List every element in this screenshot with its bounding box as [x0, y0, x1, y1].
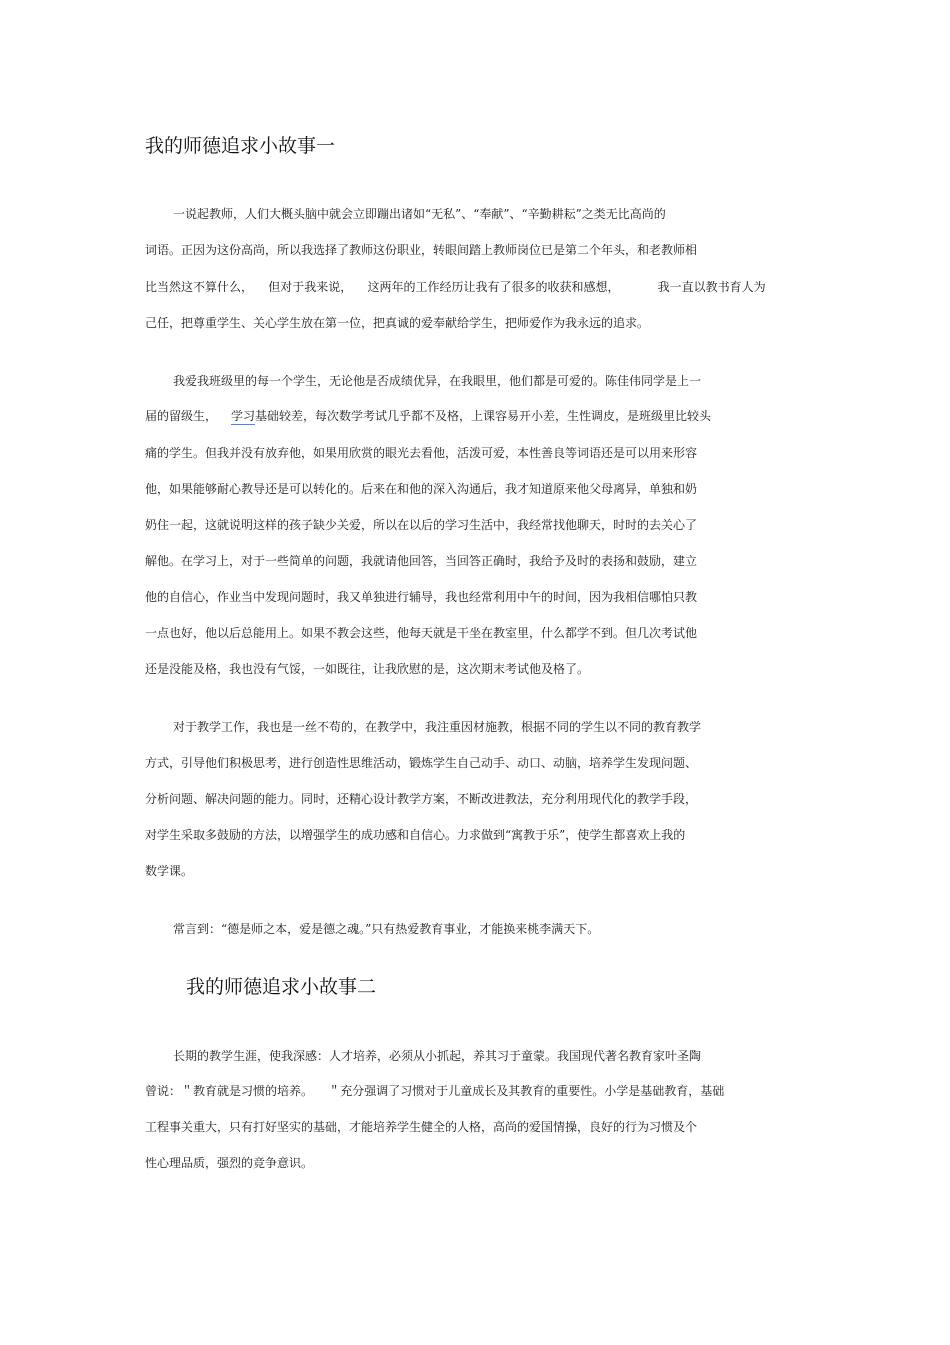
text-line: 数学课。: [145, 864, 194, 878]
text-segment: 届的留级生，: [145, 409, 218, 423]
text-line: 对于教学工作，我也是一丝不苟的，在教学中，我注重因材施教，根据不同的学生以不同的教育教学: [173, 720, 702, 734]
text-line: 对学生采取多鼓励的方法，以增强学生的成功感和自信心。力求做到“寓教于乐”，使学生都喜欢上我的: [145, 828, 686, 842]
text-line: 他，如果能够耐心教导还是可以转化的。后来在和他的深入沟通后，我才知道原来他父母离异，单独和奶: [145, 482, 698, 496]
text-line: 解他。在学习上，对于一些简单的问题，我就请他回答，当回答正确时，我给予及时的表扬和鼓励，建立: [145, 554, 698, 568]
text-line: 性心理品质，强烈的竞争意识。: [145, 1156, 314, 1170]
text-line: 己任，把尊重学生、关心学生放在第一位，把真诚的爱奉献给学生，把师爱作为我永远的追求。: [145, 316, 650, 330]
text-line: 词语。正因为这份高尚，所以我选择了教师这份职业，转眼间踏上教师岗位已是第二个年头，和老教师相: [145, 243, 698, 257]
text-line: [145, 408, 711, 424]
text-line: 他的自信心，作业当中发现问题时，我又单独进行辅导，我也经常利用中午的时间，因为我相信哪怕只教: [145, 590, 698, 604]
story2-title: 我的师德追求小故事二: [186, 976, 377, 998]
text-line: 一说起教师，人们大概头脑中就会立即蹦出诸如“无私”、“奉献”、“辛勤耕耘”之类无比高尚的: [173, 207, 666, 221]
story1-title: 我的师德追求小故事一: [145, 135, 336, 157]
text-line: 一点也好，他以后总能用上。如果不教会这些，他每天就是干坐在教室里，什么都学不到。但几次考试他: [145, 626, 698, 640]
text-line: 曾说：＂教育就是习惯的培养。 ＂充分强调了习惯对于儿童成长及其教育的重要性。小学是基础教育，基础: [145, 1084, 725, 1098]
text-line: 痛的学生。但我并没有放弃他，如果用欣赏的眼光去看他，活泼可爱，本性善良等词语还是可以用来形容: [145, 446, 698, 460]
text-line: 分析问题、解决问题的能力。同时，还精心设计教学方案，不断改进教法，充分利用现代化的教学手段，: [145, 792, 698, 806]
underlined-word: 学习: [231, 409, 256, 423]
text-line: 方式，引导他们积极思考，进行创造性思维活动，锻炼学生自己动手、动口、动脑，培养学生发现问题、: [145, 756, 698, 770]
text-line: 工程事关重大，只有打好坚实的基础，才能培养学生健全的人格，高尚的爱国情操，良好的行为习惯及个: [145, 1120, 698, 1134]
text-segment: 基础较差，每次数学考试几乎都不及格，上课容易开小差，生性调皮，是班级里比较头: [255, 409, 712, 423]
text-line: 比当然这不算什么， 但对于我来说， 这两年的工作经历让我有了很多的收获和感想， 我一直以教书育人为: [145, 280, 766, 294]
text-line: 长期的教学生涯，使我深感：人才培养，必须从小抓起，养其习于童蒙。我国现代著名教育家叶圣陶: [173, 1049, 702, 1063]
text-line: 还是没能及格，我也没有气馁，一如既往，让我欣慰的是，这次期末考试他及格了。: [145, 662, 590, 676]
text-line: 我爱我班级里的每一个学生，无论他是否成绩优异，在我眼里，他们都是可爱的。陈佳伟同学是上一: [173, 374, 702, 388]
text-line: 常言到：“德是师之本，爱是德之魂。”只有热爱教育事业，才能换来桃李满天下。: [173, 922, 600, 936]
text-line: 奶住一起，这就说明这样的孩子缺少关爱，所以在以后的学习生活中，我经常找他聊天，时时的去关心了: [145, 518, 698, 532]
